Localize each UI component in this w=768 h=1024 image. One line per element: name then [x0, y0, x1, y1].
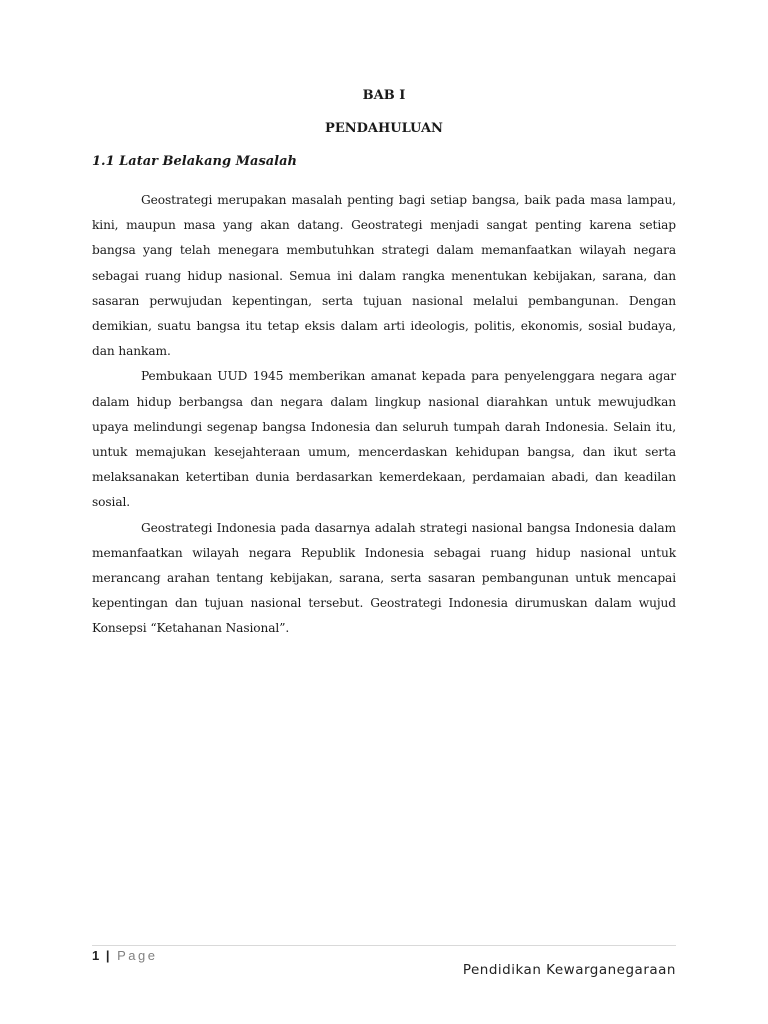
section-heading: 1.1 Latar Belakang Masalah: [92, 154, 297, 169]
document-body: [92, 188, 676, 642]
chapter-title: PENDAHULUAN: [325, 121, 443, 136]
footer-document-title: Pendidikan Kewarganegaraan: [462, 962, 676, 978]
page-word: Page: [117, 948, 158, 963]
paragraph-geostrategi-importance: Geostrategi merupakan masalah penting bagi setiap bangsa, baik pada masa lampau, kini, maupun masa yang akan datang. Geostrategi menjadi sangat penting karena setiap bangsa yang telah menegara membutuhkan strategi dalam memanfaatkan wilayah negara sebagai ruang hidup nasional. Semua ini dalam rangka menentukan kebijakan, sarana, dan sasaran perwujudan kepentingan, serta tujuan nasional melalui pembangunan. Dengan demikian, suatu bangsa itu tetap eksis dalam arti ideologis, politis, ekonomis, sosial budaya, dan hankam.: [92, 193, 676, 359]
footer-divider: [92, 945, 676, 946]
chapter-label: BAB I: [362, 88, 406, 103]
page-number-footer: [92, 948, 158, 963]
page-separator: |: [105, 948, 110, 963]
page-number: 1: [92, 948, 100, 963]
paragraph-pembukaan-uud: Pembukaan UUD 1945 memberikan amanat kepada para penyelenggara negara agar dalam hidup berbangsa dan negara dalam lingkup nasional diarahkan untuk mewujudkan upaya melindungi segenap bangsa Indonesia dan seluruh tumpah darah Indonesia. Selain itu, untuk memajukan kesejahteraan umum, mencerdaskan kehidupan bangsa, dan ikut serta melaksanakan ketertiban dunia berdasarkan kemerdekaan, perdamaian abadi, dan keadilan sosial.: [92, 369, 676, 510]
paragraph-geostrategi-indonesia: Geostrategi Indonesia pada dasarnya adalah strategi nasional bangsa Indonesia dalam memanfaatkan wilayah negara Republik Indonesia sebagai ruang hidup nasional untuk merancang arahan tentang kebijakan, sarana, serta sasaran pembangunan untuk mencapai kepentingan dan tujuan nasional tersebut. Geostrategi Indonesia dirumuskan dalam wujud Konsepsi “Ketahanan Nasional”.: [92, 520, 676, 636]
